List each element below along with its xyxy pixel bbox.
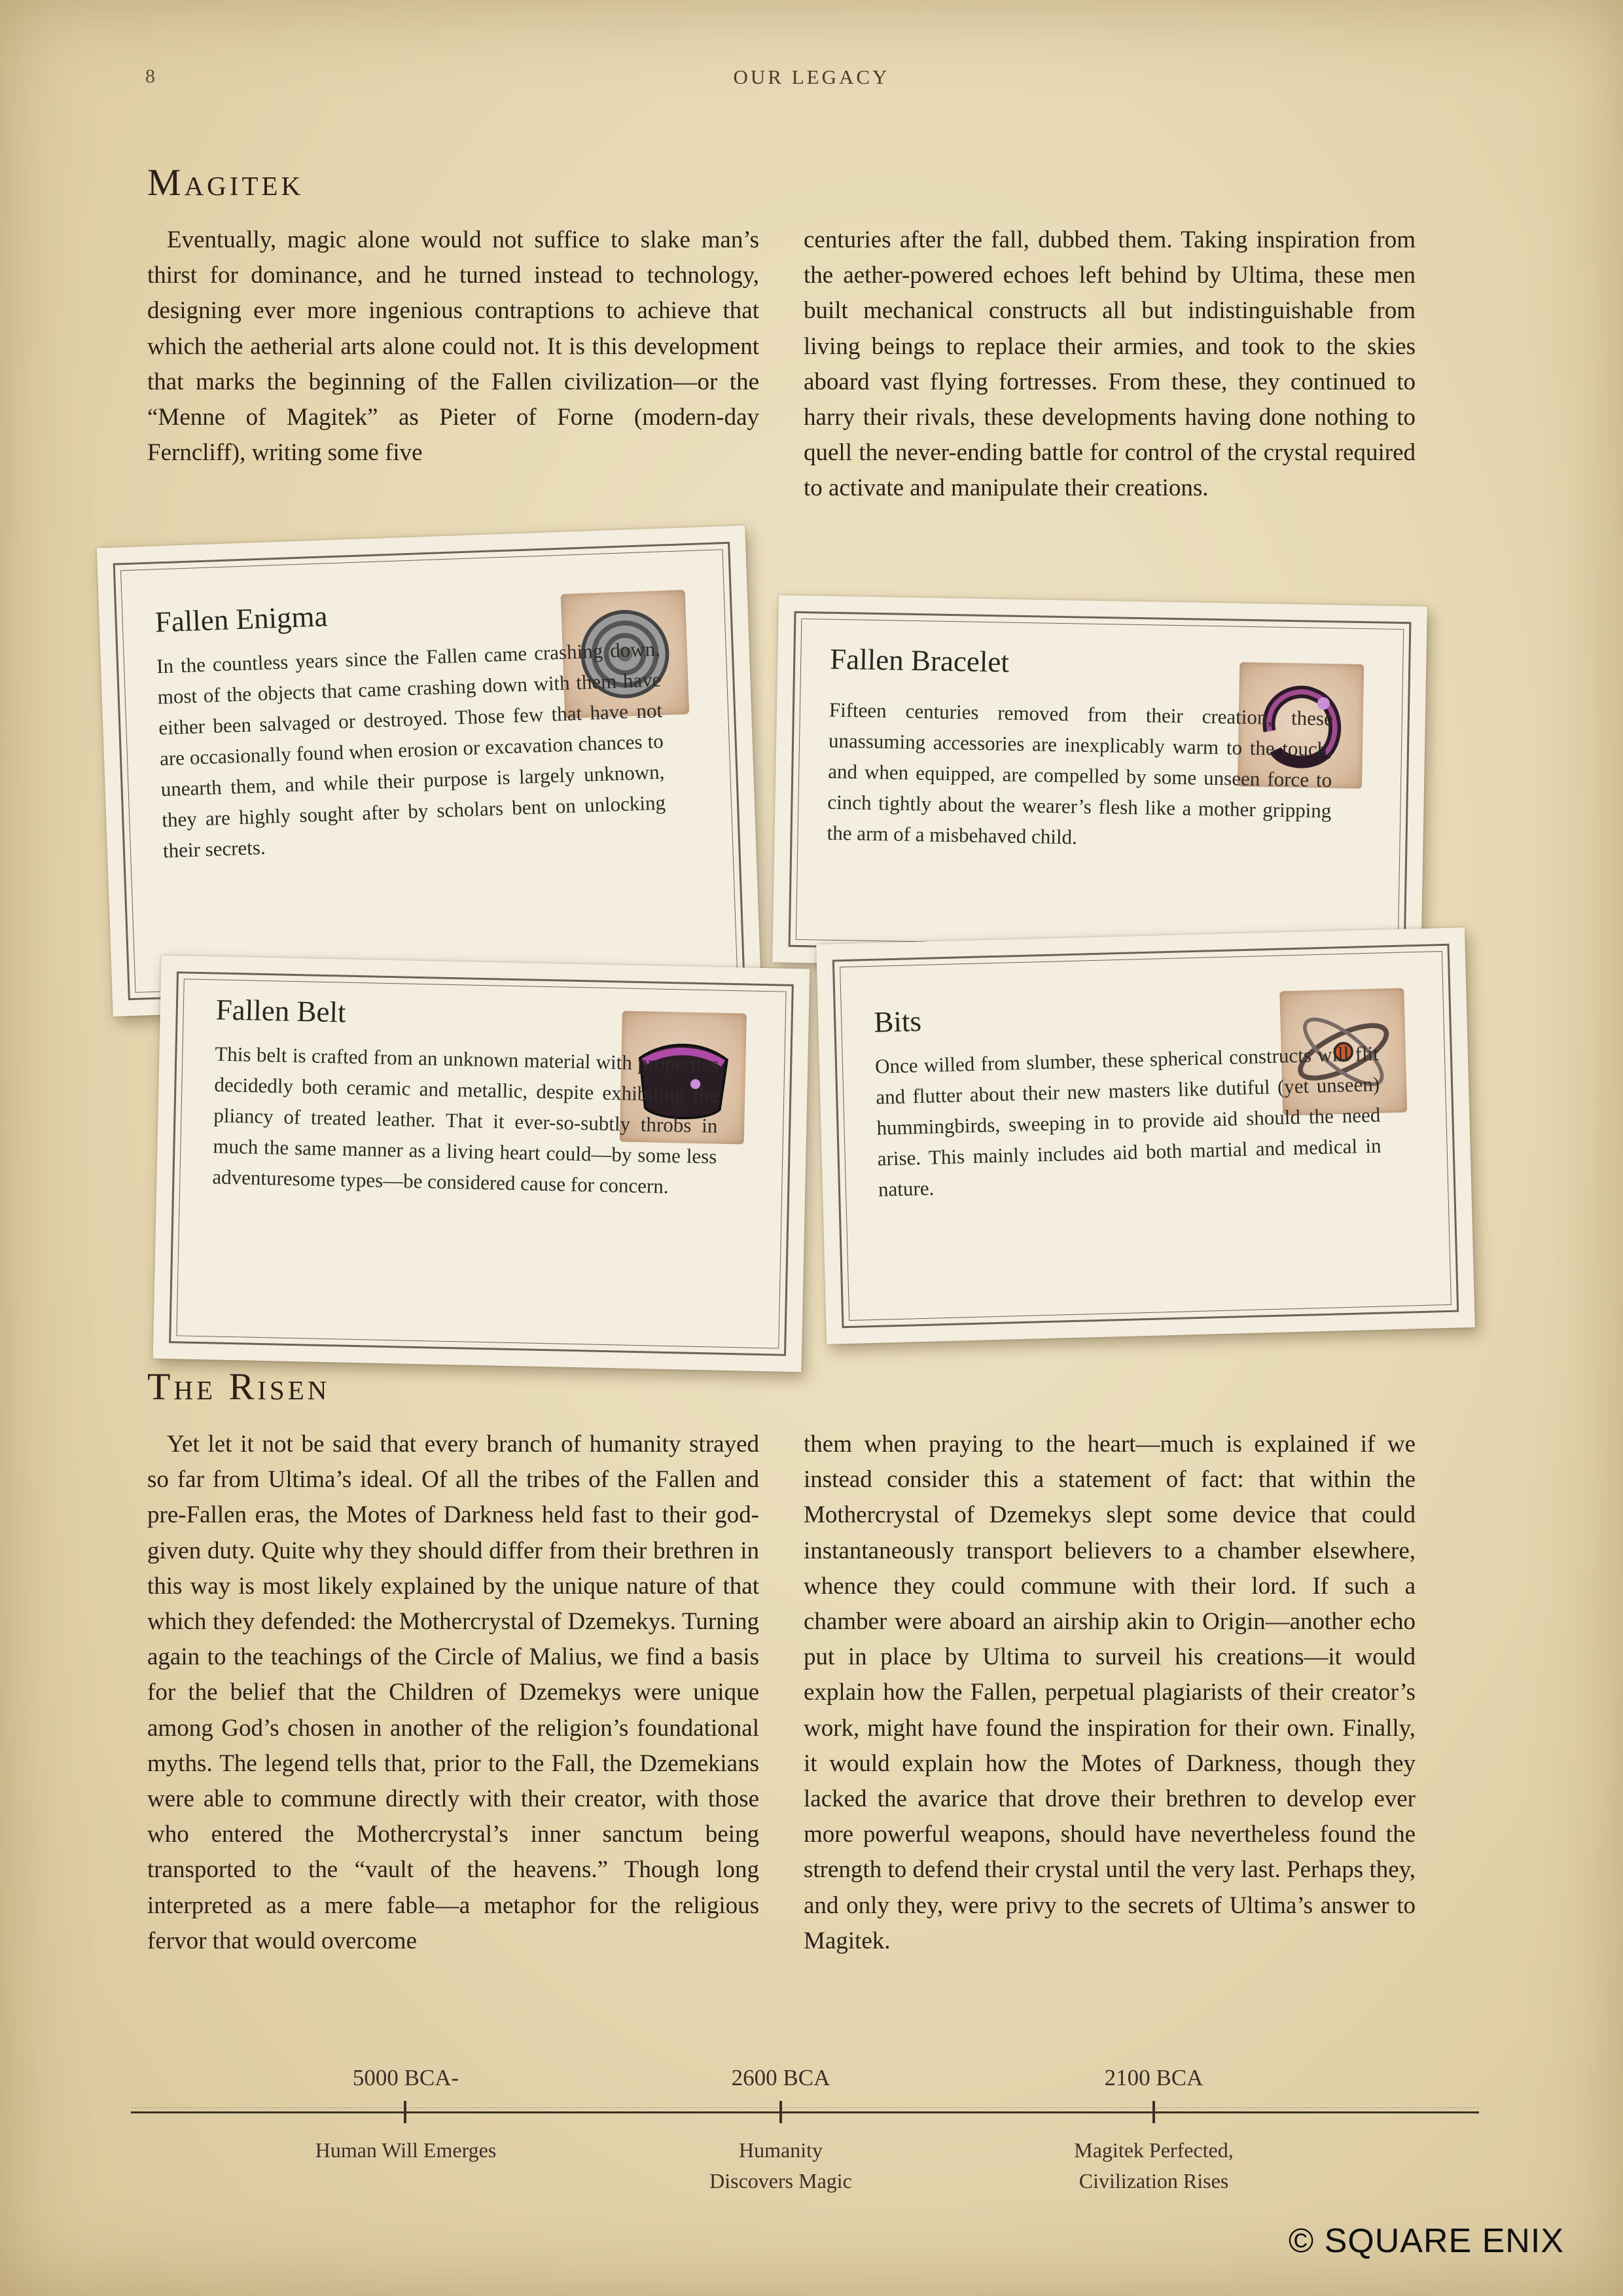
- timeline-label: [650, 2135, 912, 2197]
- risen-right-column: them when praying to the heart—much is explained if we instead consider this a statement of fact: that within the Mothercrystal of Dzemekys slept some device that could instantaneously transport believers to a chamber elsewhere, whence they could commune with their lord. If such a chamber were aboard an airship akin to Origin—another echo put in place by Ultima to surveil his creations—it would explain how the Fallen, perpetual plagiarists of their creator’s work, might have found the inspiration for their own. Finally, it would explain how the Motes of Darkness, though they lacked the avarice that drove their brethren to develop ever more powerful weapons, should have nevertheless found the strength to defend their crystal until the very last. Perhaps they, and only they, were privy to the secrets of Ultima’s answer to Magitek.: [804, 1431, 1416, 1954]
- timeline-date: 2100 BCA: [1104, 2065, 1204, 2090]
- timeline-label-line1: Humanity: [739, 2138, 823, 2162]
- timeline-tick: [1152, 2101, 1155, 2123]
- card-bits: [816, 927, 1475, 1344]
- risen-left-column: Yet let it not be said that every branch of humanity strayed so far from Ultima’s ideal. Of all the tribes of the Fallen and pre-Fallen eras, the Motes of Darkness held fast to their god-given duty. Quite why they should differ from their brethren in this way is most likely explained by the unique nature of that which they defended: the Mothercrystal of Dzemekys. Turning again to the teachings of the Circle of Malius, we find a basis for the belief that the Children of Dzemekys were unique among God’s chosen in another of the religion’s foundational myths. The legend tells that, prior to the Fall, the Dzemekians were able to commune directly with their creator, with those who entered the Mothercrystal’s inner sanctum being transported to the “vault of the heavens.” Though long interpreted as a mere fable—a metaphor for the religious fervor that would overcome: [147, 1431, 759, 1954]
- timeline-label: [275, 2135, 537, 2166]
- section-title-magitek: Magitek: [147, 161, 304, 204]
- card-fallen-bracelet: [772, 595, 1427, 973]
- timeline-label-line2: Civilization Rises: [1079, 2169, 1229, 2193]
- timeline-label-line2: Discovers Magic: [709, 2169, 852, 2193]
- card-fallen-enigma: [97, 526, 761, 1016]
- card-title: Bits: [873, 1004, 922, 1039]
- page-number: 8: [145, 65, 155, 87]
- magitek-left-column: Eventually, magic alone would not suffice to slake man’s thirst for dominance, and he turned instead to technology, designing ever more ingenious contraptions to achieve that which the aetherial arts alone could not. It is this development that marks the beginning of the Fallen civilization—or the “Menne of Magitek” as Pieter of Forne (modern-day Ferncliff), writing some five: [147, 226, 759, 467]
- timeline-date: 2600 BCA: [731, 2065, 830, 2090]
- magitek-right-column: centuries after the fall, dubbed them. Taking inspiration from the aether-powered echoes left behind by Ultima, these men built mechanical constructs all but indistinguishable from living beings to replace their armies, and took to the skies aboard vast flying fortresses. From these, they continued to harry their rivals, these developments having done nothing to quell the never-ending battle for control of the crystal required to activate and manipulate their creations.: [804, 226, 1416, 502]
- timeline-label-line1: Magitek Perfected,: [1074, 2138, 1234, 2162]
- card-title: Fallen Enigma: [154, 600, 329, 639]
- timeline-label: [1023, 2135, 1285, 2197]
- card-text: Fifteen centuries removed from their creation, these unassuming accessories are inexplicably warm to the touch, and when equipped, are compelled by some unseen force to cinch tightly about the wearer’s flesh like a mother gripping the arm of a misbehaved child.: [827, 698, 1334, 849]
- timeline-tick: [779, 2101, 782, 2123]
- timeline-tick: [404, 2101, 406, 2123]
- section-title-the-risen: The Risen: [147, 1365, 330, 1408]
- timeline-line: [131, 2111, 1479, 2113]
- timeline-label-line1: Human Will Emerges: [315, 2138, 497, 2162]
- card-text: In the countless years since the Fallen came crashing down, most of the objects that came crashing down with them have either been salvaged or destroyed. Those few that have not are occasionally found when erosion or excavation chances to unearth them, and while their purpose is largely unknown, they are highly sought after by scholars bent on unlocking their secrets.: [156, 637, 666, 863]
- card-title: Fallen Bracelet: [829, 642, 1010, 679]
- card-title: Fallen Belt: [215, 993, 347, 1029]
- timeline-date: 5000 BCA-: [352, 2065, 459, 2090]
- copyright-notice: © SQUARE ENIX: [1288, 2222, 1564, 2260]
- card-fallen-belt: [153, 956, 810, 1372]
- running-head: OUR LEGACY: [733, 65, 890, 88]
- card-text: Once willed from slumber, these spherical constructs will flit and flutter about their new masters like dutiful (yet unseen) hummingbirds, sweeping in to provide aid should the need arise. This mainly includes aid both martial and medical in nature.: [874, 1041, 1382, 1201]
- card-text: This belt is crafted from an unknown material with properties decidedly both ceramic and metallic, despite exhibiting the pliancy of treated leather. That it ever-so-subtly throbs in much the same manner as a living heart could—by some less adventuresome types—be considered cause for concern.: [212, 1042, 719, 1198]
